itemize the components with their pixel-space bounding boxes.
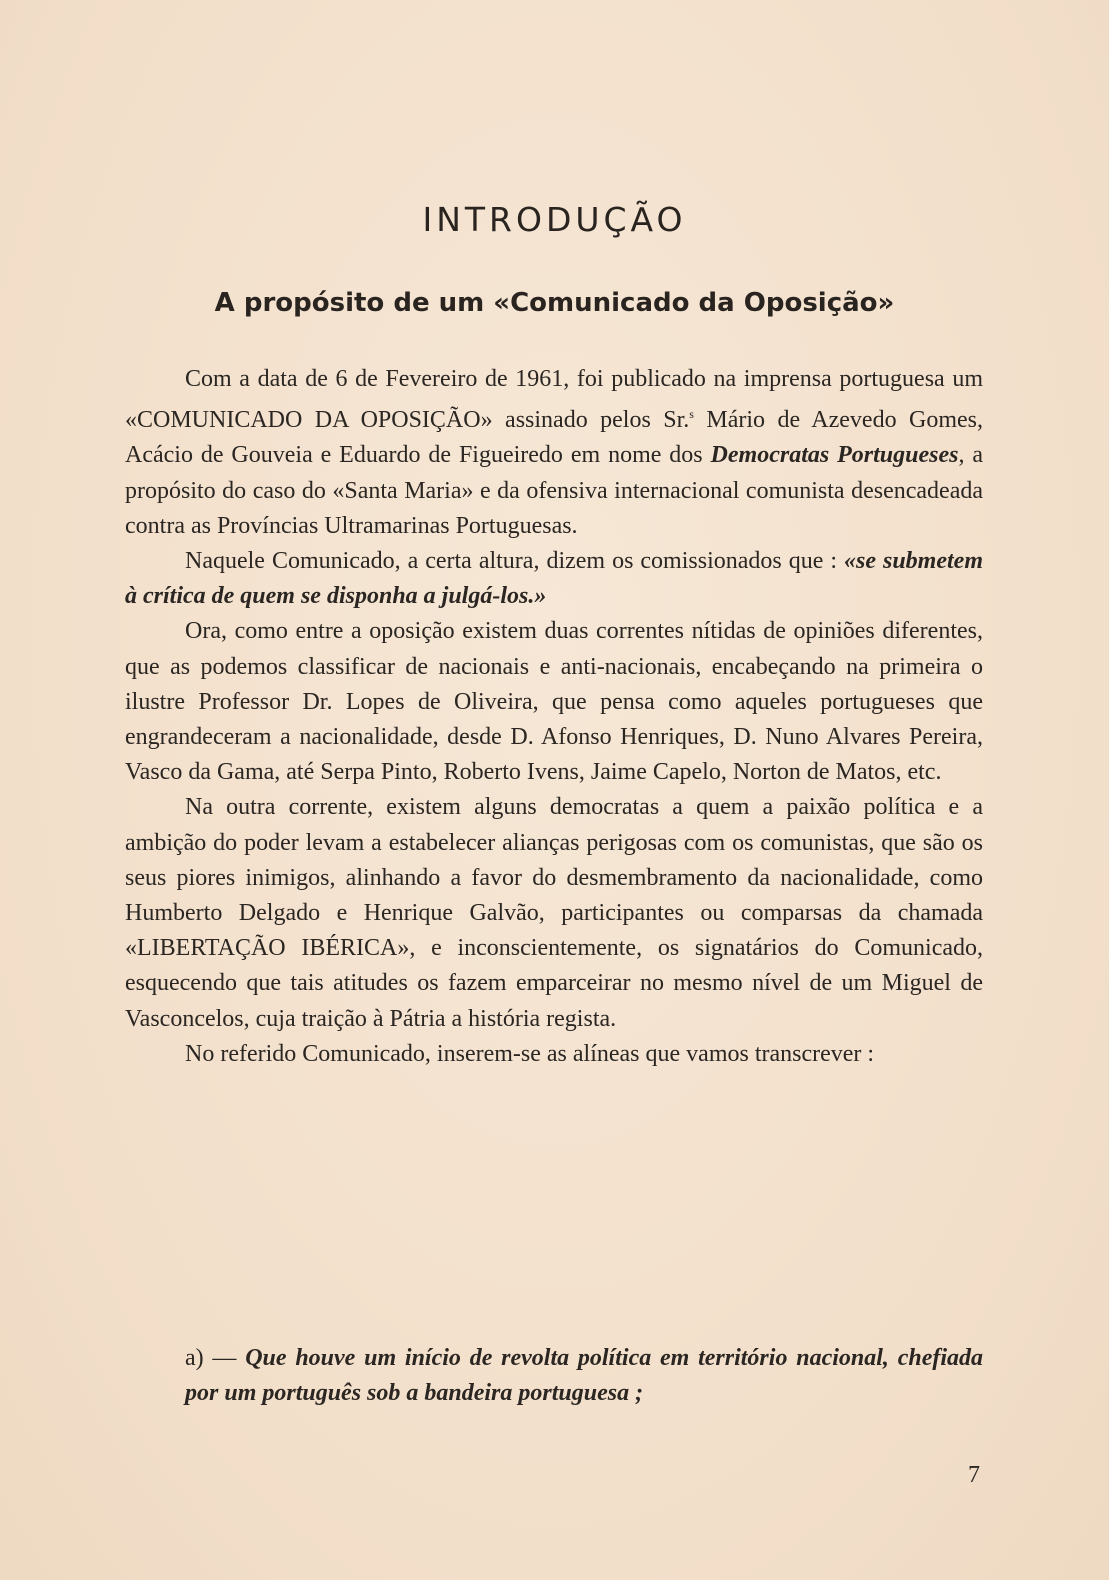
paragraph-2	[125, 544, 983, 614]
quoted-item-text: Que houve um início de revolta política em território nacional, chefiada por um português sob a bandeira portuguesa ;	[185, 1345, 983, 1407]
paragraph-2-prefix: Naquele Comunicado, a certa altura, dizem os comissionados que :	[185, 548, 845, 575]
page-title: INTRODUÇÃO	[422, 200, 687, 239]
paragraph-2-quote: «se submetem à crítica de quem se disponha a julgá-los.»	[125, 548, 983, 610]
page-number: 7	[968, 1462, 980, 1488]
page-subtitle: A propósito de um «Comunicado da Oposição»	[214, 288, 895, 318]
paragraph-4: Na outra corrente, existem alguns democratas a quem a paixão política e a ambição do poder levam a estabelecer alianças perigosas com os comunistas, que são os seus piores inimigos, alinhando a favor do desmembramento da nacionalidade, como Humberto Delgado e Henrique Galvão, participantes ou comparsas da chamada «LIBERTAÇÃO IBÉRICA», e inconscientemente, os signatários do Comunicado, esquecendo que tais atitudes os fazem emparceirar no mesmo nível de um Miguel de Vasconcelos, cuja traição à Pátria a história regista.	[125, 794, 983, 1032]
quoted-item-a	[185, 1341, 983, 1411]
paragraph-3: Ora, como entre a oposição existem duas correntes nítidas de opiniões diferentes, que as podemos classificar de nacionais e anti-nacionais, encabeçando na primeira o ilustre Professor Dr. Lopes de Oliveira, que pensa como aqueles portugueses que engrandeceram a nacionalidade, desde D. Afonso Henriques, D. Nuno Alvares Pereira, Vasco da Gama, até Serpa Pinto, Roberto Ivens, Jaime Capelo, Norton de Matos, etc.	[125, 618, 983, 786]
body-text	[125, 362, 983, 1072]
paragraph-5: No referido Comunicado, inserem-se as alíneas que vamos transcrever :	[185, 1040, 875, 1067]
paragraph-1: Com a data de 6 de Fevereiro de 1961, foi publicado na imprensa portuguesa um «COMUNICADO DA OPOSIÇÃO» assinado pelos Sr.$^s$ Mário de Azevedo Gomes, Acácio de Gouveia e Eduardo de Figueiredo em nome dos Democratas Portugueses, a propósito do caso do «Santa Maria» e da ofensiva internacional comunista desencadeada contra as Províncias Ultramarinas Portuguesas.	[125, 366, 984, 539]
quoted-item-label: a) —	[185, 1345, 246, 1371]
